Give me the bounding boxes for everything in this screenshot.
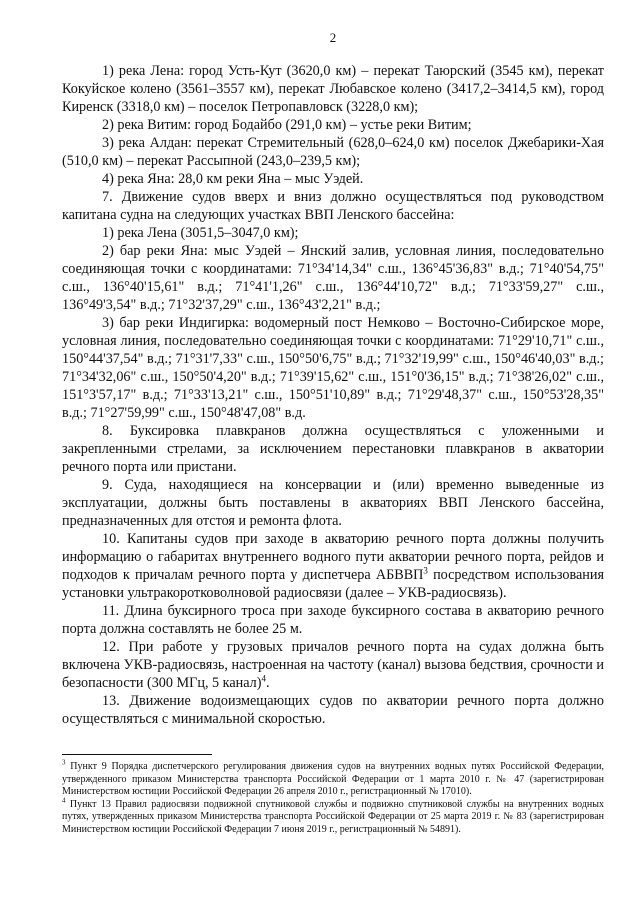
footnotes (62, 758, 604, 837)
paragraph-aldan: 3) река Алдан: перекат Стремительный (628,0–624,0 км) поселок Джебарики-Хая (510,0 км) – перекат Рассыпной (243,0–239,5 км); (62, 135, 604, 169)
paragraph-10-text: 10. Капитаны судов при заходе в акваторию речного порта должны получить информацию о габаритах внутреннего водного пути акватории речного порта, рейдов и подходов к причалам речного порта у диспетчера АБВВП (62, 531, 604, 583)
footnote-3 (62, 758, 604, 799)
paragraph-9: 9. Суда, находящиеся на консервации и (или) временно выведенные из эксплуатации, должны быть поставлены в акваториях ВВП Ленского бассейна, предназначенных для отстоя и ремонта флота. (62, 477, 604, 529)
paragraph-7: 7. Движение судов вверх и вниз должно осуществляться под руководством капитана судна на следующих участках ВВП Ленского бассейна: (62, 189, 604, 223)
footnote-text-4: Пункт 13 Правил радиосвязи подвижной спутниковой службы и подвижно спутниковой службы на внутренних водных путях, утвержденных приказом Министерства транспорта Российской Федерации от 25 марта 2019 г. № 83 (зарегистрирован Министерством юстиции Российской Федерации 7 июня 2019 г., регистрационный № 54891). (62, 798, 604, 835)
paragraph-8: 8. Буксировка плавкранов должна осуществляться с уложенными и закрепленными стрелами, за исключением перестановки плавкранов в акватории речного порта или пристани. (62, 423, 604, 475)
paragraph-13: 13. Движение водоизмещающих судов по акватории речного порта должно осуществляться с минимальной скоростью. (62, 693, 604, 727)
footnote-text-3: Пункт 9 Порядка диспетчерского регулирования движения судов на внутренних водных путях Российской Федерации, утвержденного приказом Министерства транспорта Российской Федерации от 1 марта 2010 г. № 47 (зарегистрирован Министерством юстиции Российской Федерации 26 апреля 2010 г., регистрационный № 17010). (62, 761, 604, 798)
paragraph-10-tail: посредством использования установки ультракоротковолновой радиосвязи (далее – УКВ-радиосвязь). (62, 567, 604, 601)
footnote-ref-3: 3 (423, 565, 428, 576)
document-body (62, 62, 604, 728)
footnote-ref-4: 4 (261, 673, 266, 684)
paragraph-7-2: 2) бар реки Яна: мыс Уэдей – Янский залив, условная линия, последовательно соединяющая точки с координатами: 71°34'14,34" с.ш., 136°45'36,83" в.д.; 71°40'54,75" с.ш., 136°40'15,61" в.д.; 71°41'1,26" с.ш., 136°44'10,72" в.д.; 71°33'59,27" с.ш., 136°49'3,54" в.д.; 71°32'37,29" с.ш., 136°43'2,21" в.д.; (62, 243, 604, 313)
footnote-number-4: 4 (62, 796, 66, 805)
footnote-number-3: 3 (62, 758, 66, 767)
paragraph-yana: 4) река Яна: 28,0 км реки Яна – мыс Уэдей. (102, 171, 364, 187)
footnote-divider (62, 754, 212, 755)
paragraph-lena: 1) река Лена: город Усть-Кут (3620,0 км) – перекат Таюрский (3545 км), перекат Кокуйское колено (3561–3557 км), перекат Любавское колено (3417,2–3414,5 км), город Киренск (3318,0 км) – поселок Петропавловск (3228,0 км); (62, 63, 604, 115)
footnote-4 (62, 796, 604, 837)
page-number: 2 (329, 30, 337, 45)
paragraph-12 (62, 638, 604, 692)
paragraph-7-1: 1) река Лена (3051,5–3047,0 км); (102, 225, 299, 241)
paragraph-7-3: 3) бар реки Индигирка: водомерный пост Немково – Восточно-Сибирское море, условная линия, последовательно соединяющая точки с координатами: 71°29'10,71" с.ш., 150°44'37,54" в.д.; 71°31'7,33" с.ш., 150°50'6,75" в.д.; 71°32'19,99" с.ш., 150°46'40,03" в.д.; 71°34'32,06" с.ш., 150°50'4,20" в.д.; 71°39'15,62" с.ш., 151°0'36,15" в.д.; 71°38'26,02" с.ш., 151°3'57,17" в.д.; 71°33'13,21" с.ш., 150°51'10,89" в.д.; 71°29'48,37" с.ш., 150°53'28,35" в.д.; 71°27'59,99" с.ш., 150°48'47,08" в.д. (62, 315, 604, 421)
paragraph-11: 11. Длина буксирного троса при заходе буксирного состава в акваторию речного порта должна составлять не более 25 м. (62, 603, 604, 637)
paragraph-10 (62, 530, 604, 602)
paragraph-vitim: 2) река Витим: город Бодайбо (291,0 км) – устье реки Витим; (102, 117, 472, 133)
paragraph-12-text: 12. При работе у грузовых причалов речного порта на судах должна быть включена УКВ-радиосвязь, настроенная на частоту (канал) вызова бедствия, срочности и безопасности (300 МГц, 5 канал) (62, 639, 604, 691)
paragraph-12-tail: . (265, 675, 270, 691)
